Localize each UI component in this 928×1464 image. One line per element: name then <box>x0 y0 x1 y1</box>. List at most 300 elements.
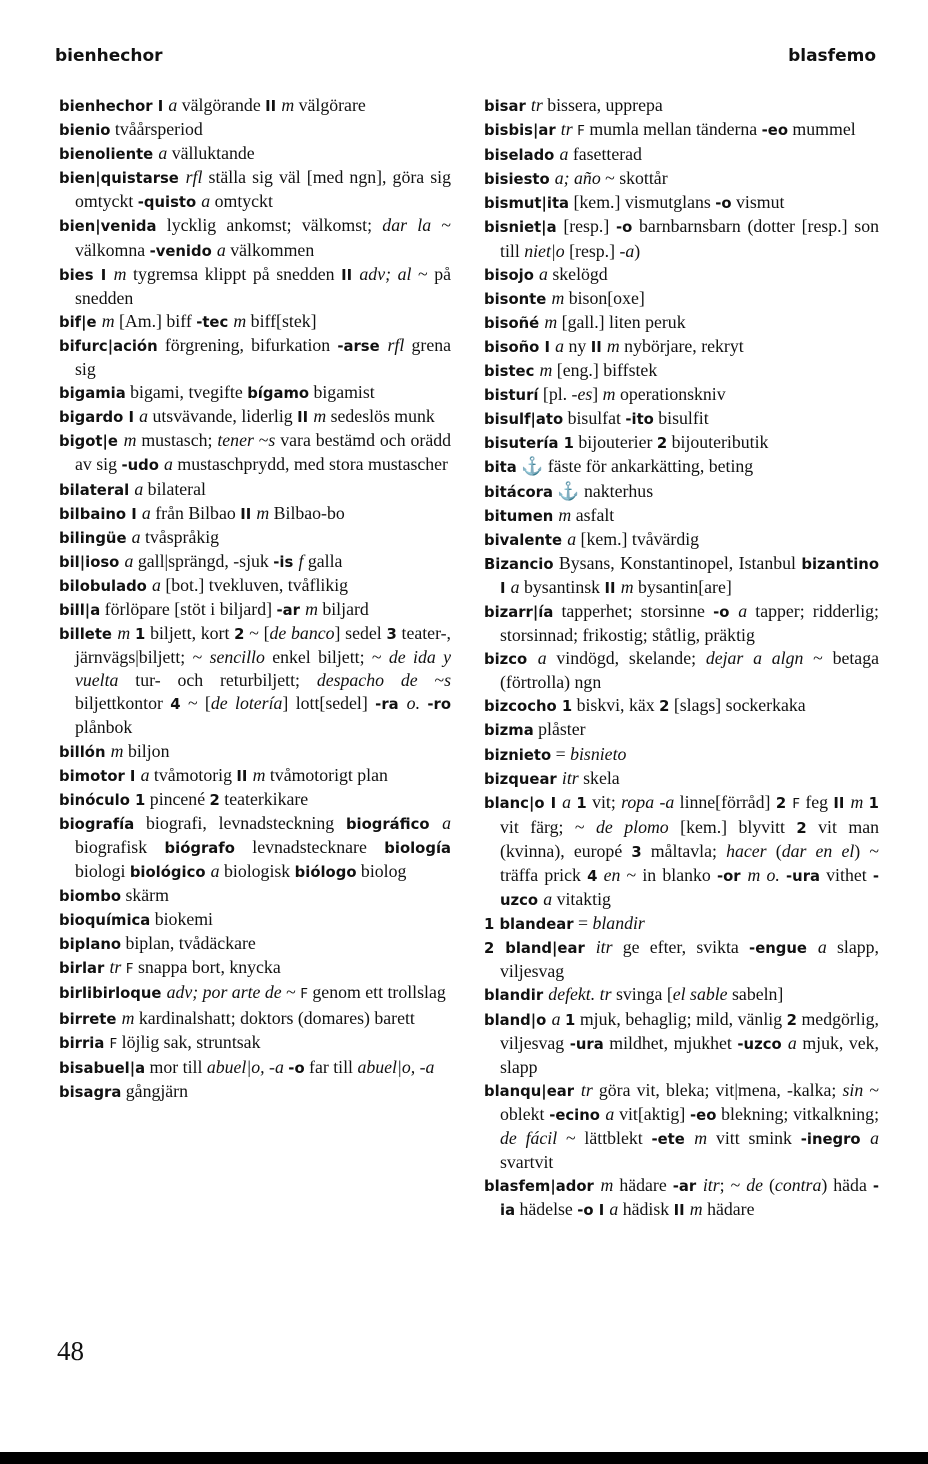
entry-text: ~ [ <box>180 693 211 714</box>
entry-text: bizantino I <box>500 555 879 597</box>
entry-text: hädare <box>702 1199 755 1220</box>
entry-text: tapper; ridderlig; storsinnad; frikostig; ståtlig, präktig <box>500 600 879 646</box>
entry-text: m <box>620 576 634 597</box>
headword: bisoño I <box>484 338 556 356</box>
entry-text: -ito <box>625 411 654 429</box>
dictionary-entry <box>59 884 451 908</box>
entry-text: tvåårsperiod <box>110 119 203 140</box>
entry-text: biplan, tvådäckare <box>121 933 256 954</box>
entry-text: -venido <box>149 242 217 260</box>
headword: bifurc|ación <box>59 337 158 355</box>
headword: bizco <box>484 651 538 669</box>
headword: 1 blandear <box>484 916 574 934</box>
headword: bistec <box>484 363 540 381</box>
dictionary-entry <box>484 1079 879 1174</box>
entry-text: 1 <box>135 626 146 644</box>
entry-text: mumla mellan tänderna <box>584 119 762 140</box>
entry-text: tr <box>580 1079 593 1100</box>
entry-text: bijouteributik <box>667 432 769 453</box>
entry-text: grena sig <box>75 334 451 380</box>
entry-text: sabeln] <box>727 984 784 1005</box>
running-head-right: blasfemo <box>788 46 876 66</box>
entry-text: 2 <box>656 435 668 453</box>
entry-text: bígamo <box>247 385 310 403</box>
headword: bismut|ita <box>484 195 570 213</box>
entry-text: bigamist <box>309 382 375 403</box>
entry-text: mildhet, mjukhet <box>603 1032 738 1053</box>
entry-text: genom ett trollslag <box>307 982 446 1003</box>
headword: binóculo 1 <box>59 791 146 809</box>
dictionary-entry <box>59 764 451 788</box>
entry-text: dejar a algn <box>705 648 804 669</box>
entry-text: abuel|o, -a <box>206 1056 284 1077</box>
dictionary-entry <box>484 191 879 215</box>
entry-text: tener <box>217 430 254 451</box>
dictionary-entry <box>59 1031 451 1056</box>
entry-text: ~ <box>281 982 301 1003</box>
entry-text: 2 <box>234 626 245 644</box>
headword: bitumen <box>484 507 559 525</box>
entry-text: Bysans, Konstantinopel, Istanbul <box>553 552 802 573</box>
headword: bilbaino I <box>59 505 142 523</box>
entry-text: biografisk <box>75 836 165 857</box>
entry-text: m <box>313 406 327 427</box>
entry-text: m o. <box>747 865 780 885</box>
entry-text: a <box>124 550 134 571</box>
entry-text: -eo <box>761 122 788 140</box>
headword: bisabuel|a <box>59 1059 146 1077</box>
headword: bienoliente <box>59 146 159 164</box>
entry-text: kardinalshatt; doktors (domares) barett <box>134 1007 415 1028</box>
dictionary-entry <box>484 143 879 167</box>
headword: blasfem|ador <box>484 1178 601 1196</box>
headword: bisonte <box>484 290 552 308</box>
entry-text: 4 <box>587 868 598 885</box>
dictionary-entry <box>59 502 451 526</box>
entry-text: biologisk <box>219 861 295 881</box>
entry-text: hädisk <box>618 1199 674 1220</box>
entry-text: II <box>240 505 257 523</box>
entry-text: dar en el <box>781 840 855 861</box>
entry-text: tur- och returbiljett; <box>118 670 317 691</box>
entry-text: 2 <box>796 819 807 837</box>
entry-text: biljettkontor <box>75 693 171 714</box>
entry-text: en <box>603 865 621 885</box>
entry-text: a <box>543 889 553 910</box>
dictionary-entry <box>484 359 879 383</box>
entry-text: gångjärn <box>121 1080 188 1101</box>
dictionary-entry <box>59 142 451 166</box>
entry-text: a <box>551 1008 561 1029</box>
entry-text: II <box>604 579 621 597</box>
headword: bizma <box>484 722 534 740</box>
entry-text: -o <box>715 195 732 213</box>
headword: Bizancio <box>484 555 554 573</box>
entry-text: vit[aktig] <box>614 1103 691 1124</box>
dictionary-entry <box>59 429 451 477</box>
headword: bizquear <box>484 770 562 788</box>
dictionary-entry <box>484 600 879 647</box>
entry-text: -uzco <box>500 868 880 910</box>
entry-text: omtyckt <box>210 191 273 212</box>
entry-text: despacho de <box>316 670 418 691</box>
headword: biznieto <box>484 746 552 764</box>
entry-text: a <box>152 574 161 595</box>
entry-text: -ar <box>276 601 306 619</box>
headword: biografía <box>59 815 135 833</box>
entry-text: contra <box>774 1175 822 1196</box>
entry-text: = <box>551 743 571 764</box>
entry-text: [slags] sockerkaka <box>669 695 806 716</box>
headword: blandir <box>484 987 549 1005</box>
entry-text: asfalt <box>571 504 615 525</box>
entry-text: itr <box>561 767 579 788</box>
entry-text: II <box>265 98 282 115</box>
entry-text: medgörlig, viljesvag <box>500 1008 880 1053</box>
entry-text: F <box>109 1035 118 1052</box>
entry-text: a; año <box>554 168 601 189</box>
entry-text: [resp.] <box>564 240 620 261</box>
entry-text: tapperhet; storsinne <box>553 600 714 621</box>
entry-text: itr <box>702 1175 720 1196</box>
entry-text: -ra <box>375 696 407 714</box>
entry-text: m <box>600 1175 614 1196</box>
entry-text: m <box>233 310 247 331</box>
entry-text: levnadstecknare <box>234 836 385 857</box>
dictionary-entry <box>484 335 879 359</box>
entry-text: de plomo <box>596 816 669 837</box>
dictionary-entry <box>59 381 451 405</box>
dictionary-entry <box>59 214 451 262</box>
entry-text: biógrafo <box>164 839 235 857</box>
entry-text: m <box>256 502 270 523</box>
entry-text: niet|o <box>524 240 565 261</box>
dictionary-entry <box>484 912 879 936</box>
headword: bioquímica <box>59 912 151 930</box>
entry-text: m <box>305 598 318 619</box>
entry-text: m <box>101 310 115 331</box>
headword: bigamia <box>59 385 126 403</box>
entry-text: [eng.] biffstek <box>552 360 658 381</box>
entry-text: II <box>297 409 314 427</box>
dictionary-entry <box>484 407 879 431</box>
entry-text: adv; por arte de <box>166 982 282 1003</box>
entry-text: m <box>606 335 620 356</box>
entry-text: m <box>539 360 553 381</box>
entry-text: m <box>850 791 864 812</box>
headword: bita <box>484 459 517 477</box>
entry-text: m <box>602 384 616 405</box>
entry-text: vitaktig <box>552 889 611 910</box>
entry-text: ~ välkomna <box>75 215 451 260</box>
entry-text: a <box>140 764 150 785</box>
entry-text: 4 <box>170 696 181 714</box>
dictionary-entry <box>484 791 879 912</box>
entry-text: välgörande <box>177 95 266 115</box>
entry-text: s <box>268 430 276 451</box>
entry-text: ~ <box>253 430 269 451</box>
headword: birlibirloque <box>59 985 167 1003</box>
dictionary-entry <box>59 94 451 118</box>
entry-text: a <box>158 143 168 164</box>
entry-text: biográfico <box>345 815 443 833</box>
headword: bizarr|ía <box>484 603 554 621</box>
entry-text: m <box>113 263 127 284</box>
dictionary-entry <box>484 263 879 287</box>
entry-text: vit man (kvinna), europé <box>500 816 879 861</box>
entry-text: -ia <box>500 1178 879 1220</box>
entry-text: välkommen <box>225 239 315 260</box>
entry-text: -ete <box>651 1131 695 1149</box>
dictionary-entry <box>59 263 451 310</box>
dictionary-entry <box>484 647 879 694</box>
entry-text: tygremsa klippt på snedden <box>126 263 342 284</box>
entry-text: tr <box>530 95 543 115</box>
running-head-left: bienhechor <box>55 46 163 66</box>
dictionary-entry <box>59 166 451 214</box>
dictionary-entry <box>484 480 879 504</box>
entry-text: skärm <box>121 885 169 906</box>
entry-text: II <box>236 767 253 785</box>
entry-text: o. <box>406 693 421 714</box>
entry-text: a <box>567 528 577 549</box>
entry-text: de lotería <box>210 693 283 714</box>
entry-text: ] <box>592 384 603 405</box>
entry-text: mor till <box>145 1056 207 1077</box>
entry-text: ~ in blanko <box>620 865 717 885</box>
entry-text: II <box>341 266 360 284</box>
entry-text: -or <box>716 868 748 885</box>
headword: billete <box>59 626 118 644</box>
entry-text: [resp.] <box>556 216 616 237</box>
entry-text: bisnieto <box>570 743 627 764</box>
headword: bilingüe <box>59 529 132 547</box>
dictionary-entry <box>484 983 879 1007</box>
entry-text: måltavla; <box>641 840 727 861</box>
entry-text: ) ~ träffa prick <box>500 840 879 885</box>
headword: bill|a <box>59 601 101 619</box>
dictionary-entry <box>484 287 879 311</box>
entry-text: skela <box>578 767 620 788</box>
entry-text: a <box>537 648 547 669</box>
entry-text: -is <box>273 553 299 571</box>
entry-text: de ida y vuelta <box>75 647 451 691</box>
entry-text: -tec <box>196 313 234 331</box>
entry-text: galla <box>303 550 343 571</box>
entry-text: [kem.] vismutglans <box>569 192 716 213</box>
entry-text: bigami, tvegifte <box>125 382 248 403</box>
dictionary-entry <box>59 812 451 884</box>
entry-text: a <box>559 144 569 165</box>
entry-text: vindögd, skelande; <box>546 648 706 669</box>
dictionary-entry <box>484 718 879 742</box>
entry-text: defekt. tr <box>548 984 612 1005</box>
entry-text: -o <box>713 603 739 621</box>
entry-text: rfl <box>185 167 203 188</box>
entry-text: -ecino <box>549 1106 606 1124</box>
entry-text: a <box>738 600 748 621</box>
dictionary-entry <box>59 574 451 598</box>
headword: bisagra <box>59 1083 122 1101</box>
headword: blanqu|ear <box>484 1082 581 1100</box>
dictionary-entry <box>59 334 451 381</box>
headword: bisiesto <box>484 171 555 189</box>
dictionary-entry <box>484 1008 879 1079</box>
headword: birlar <box>59 960 110 978</box>
entry-text: a <box>201 191 211 212</box>
entry-text: a <box>216 239 226 260</box>
entry-text: biologi <box>75 861 130 881</box>
entry-text: biljard <box>317 598 369 619</box>
entry-text: 2 <box>659 698 670 716</box>
entry-text: mustasch; <box>136 430 218 451</box>
entry-text: göra vit, bleka; vit|mena, -kalka; <box>592 1079 843 1100</box>
entry-text: -ar <box>672 1178 703 1196</box>
entry-text: bysantinsk <box>519 576 605 597</box>
entry-text: -o <box>615 219 633 237</box>
dictionary-entry <box>484 431 879 455</box>
entry-text: a <box>870 1128 879 1149</box>
entry-text: ) <box>634 240 641 261</box>
entry-text: -engue <box>749 940 818 958</box>
entry-text: ~ skottår <box>600 168 668 189</box>
entry-text: biológico <box>129 864 211 881</box>
entry-text: slapp, viljesvag <box>500 937 879 982</box>
entry-text: ~ oblekt <box>500 1079 879 1124</box>
dictionary-entry <box>59 981 451 1006</box>
dictionary-entry <box>59 788 451 812</box>
headword: bienio <box>59 122 111 140</box>
entry-text: far till <box>304 1056 358 1077</box>
entry-text: m <box>558 504 572 525</box>
headword: bimotor I <box>59 767 141 785</box>
headword: bizcocho 1 <box>484 698 573 716</box>
entry-text: a <box>139 406 148 427</box>
entry-text: hädelse <box>515 1199 578 1220</box>
dictionary-entry <box>484 1174 879 1222</box>
headword: bisutería 1 <box>484 435 574 453</box>
headword: bigot|e <box>59 433 124 451</box>
headword: bienhechor I <box>59 98 169 115</box>
entry-text: [Am.] biff <box>114 310 197 331</box>
entry-text: tvåspråkig <box>140 526 220 547</box>
headword: bilateral <box>59 481 135 499</box>
entry-text: de <box>746 1175 763 1196</box>
entry-text: löjlig sak, struntsak <box>117 1031 261 1052</box>
dictionary-entry <box>59 405 451 429</box>
entry-text: blandir <box>592 913 645 934</box>
entry-text: ; ~ <box>719 1175 747 1196</box>
entry-text: ~ på snedden <box>75 263 451 308</box>
entry-text: [kem.] tvåvärdig <box>576 528 700 549</box>
entry-text: bison[oxe] <box>564 287 645 308</box>
entry-text: 3 <box>386 626 397 644</box>
dictionary-entry <box>59 310 451 334</box>
dictionary-entry <box>59 740 451 764</box>
entry-text: linne[förråd] <box>674 791 776 812</box>
entry-text: rfl <box>387 334 405 355</box>
headword: bisojo <box>484 266 540 284</box>
entry-text: -quisto <box>137 194 202 212</box>
entry-text: förgrening, bifurkation <box>157 334 338 355</box>
headword: bisbis|ar <box>484 122 561 140</box>
entry-text: -udo <box>121 457 165 475</box>
entry-text: [pl. <box>538 384 572 405</box>
entry-text: vit färg; ~ <box>500 816 596 837</box>
entry-text: a <box>168 95 178 115</box>
entry-text: lycklig ankomst; välkomst; <box>156 215 383 236</box>
headword: bigardo I <box>59 409 140 427</box>
entry-text: biljett, kort <box>145 623 235 644</box>
entry-text: mjuk, vek, slapp <box>500 1032 879 1077</box>
entry-text: bissera, upprepa <box>542 95 663 115</box>
headword: bif|e <box>59 313 102 331</box>
entry-text: fasetterad <box>568 144 642 165</box>
dictionary-entry <box>59 1007 451 1031</box>
entry-text: -ura <box>786 868 820 885</box>
entry-text: ⚓ nakterhus <box>552 480 654 501</box>
dictionary-entry <box>484 455 879 479</box>
entry-text: -a <box>619 240 635 261</box>
dictionary-entry <box>59 1056 451 1080</box>
entry-text: ge efter, svikta <box>612 937 750 958</box>
page-number: 48 <box>57 1336 84 1366</box>
entry-text: el sable <box>672 984 728 1005</box>
entry-text: II <box>833 794 851 812</box>
entry-text: plånbok <box>75 717 133 738</box>
entry-text: m <box>121 1007 135 1028</box>
dictionary-entry <box>59 956 451 981</box>
entry-text: hädare <box>613 1175 673 1196</box>
entry-text: ) häda <box>821 1175 873 1196</box>
headword: bisturí <box>484 387 539 405</box>
entry-text: a <box>539 263 548 284</box>
dictionary-entry <box>59 1080 451 1104</box>
entry-text: abuel|o, -a <box>357 1056 435 1077</box>
entry-text: a <box>164 454 173 475</box>
entry-text: vara bestämd och orädd av sig <box>75 430 451 475</box>
entry-text: -eo <box>690 1106 717 1124</box>
entry-text: vitt smink <box>707 1128 801 1149</box>
headword: bisar <box>484 98 531 115</box>
entry-text: svartvit <box>500 1152 554 1173</box>
headword: bisoñé <box>484 314 545 332</box>
entry-text: tvåmotorig <box>149 764 237 785</box>
entry-text: a <box>562 791 572 812</box>
entry-text: ( <box>766 840 782 861</box>
entry-text: m <box>689 1199 703 1220</box>
entry-text: a <box>609 1199 619 1220</box>
entry-text: 2 <box>209 791 220 809</box>
entry-text: pincené <box>145 788 210 809</box>
entry-text: ropa -a <box>621 791 675 812</box>
entry-text: snappa bort, knycka <box>133 957 281 978</box>
headword: biselado <box>484 147 560 165</box>
entry-text: bysantin[are] <box>633 576 732 597</box>
headword: bivalente <box>484 531 568 549</box>
entry-text: II <box>673 1202 690 1220</box>
entry-text: [bot.] tvekluven, tvåflikig <box>160 574 349 595</box>
entry-text: ny <box>564 335 591 356</box>
entry-text: sencillo <box>209 647 265 668</box>
entry-text: bilateral <box>143 478 206 499</box>
entry-text: -uzco <box>737 1035 788 1053</box>
dictionary-entry <box>484 94 879 118</box>
headword: 2 bland|ear <box>484 940 596 958</box>
entry-text: barnbarnsbarn (dotter [resp.] son till <box>500 216 879 261</box>
entry-text: dar la <box>382 215 432 236</box>
dictionary-entry <box>59 622 451 739</box>
